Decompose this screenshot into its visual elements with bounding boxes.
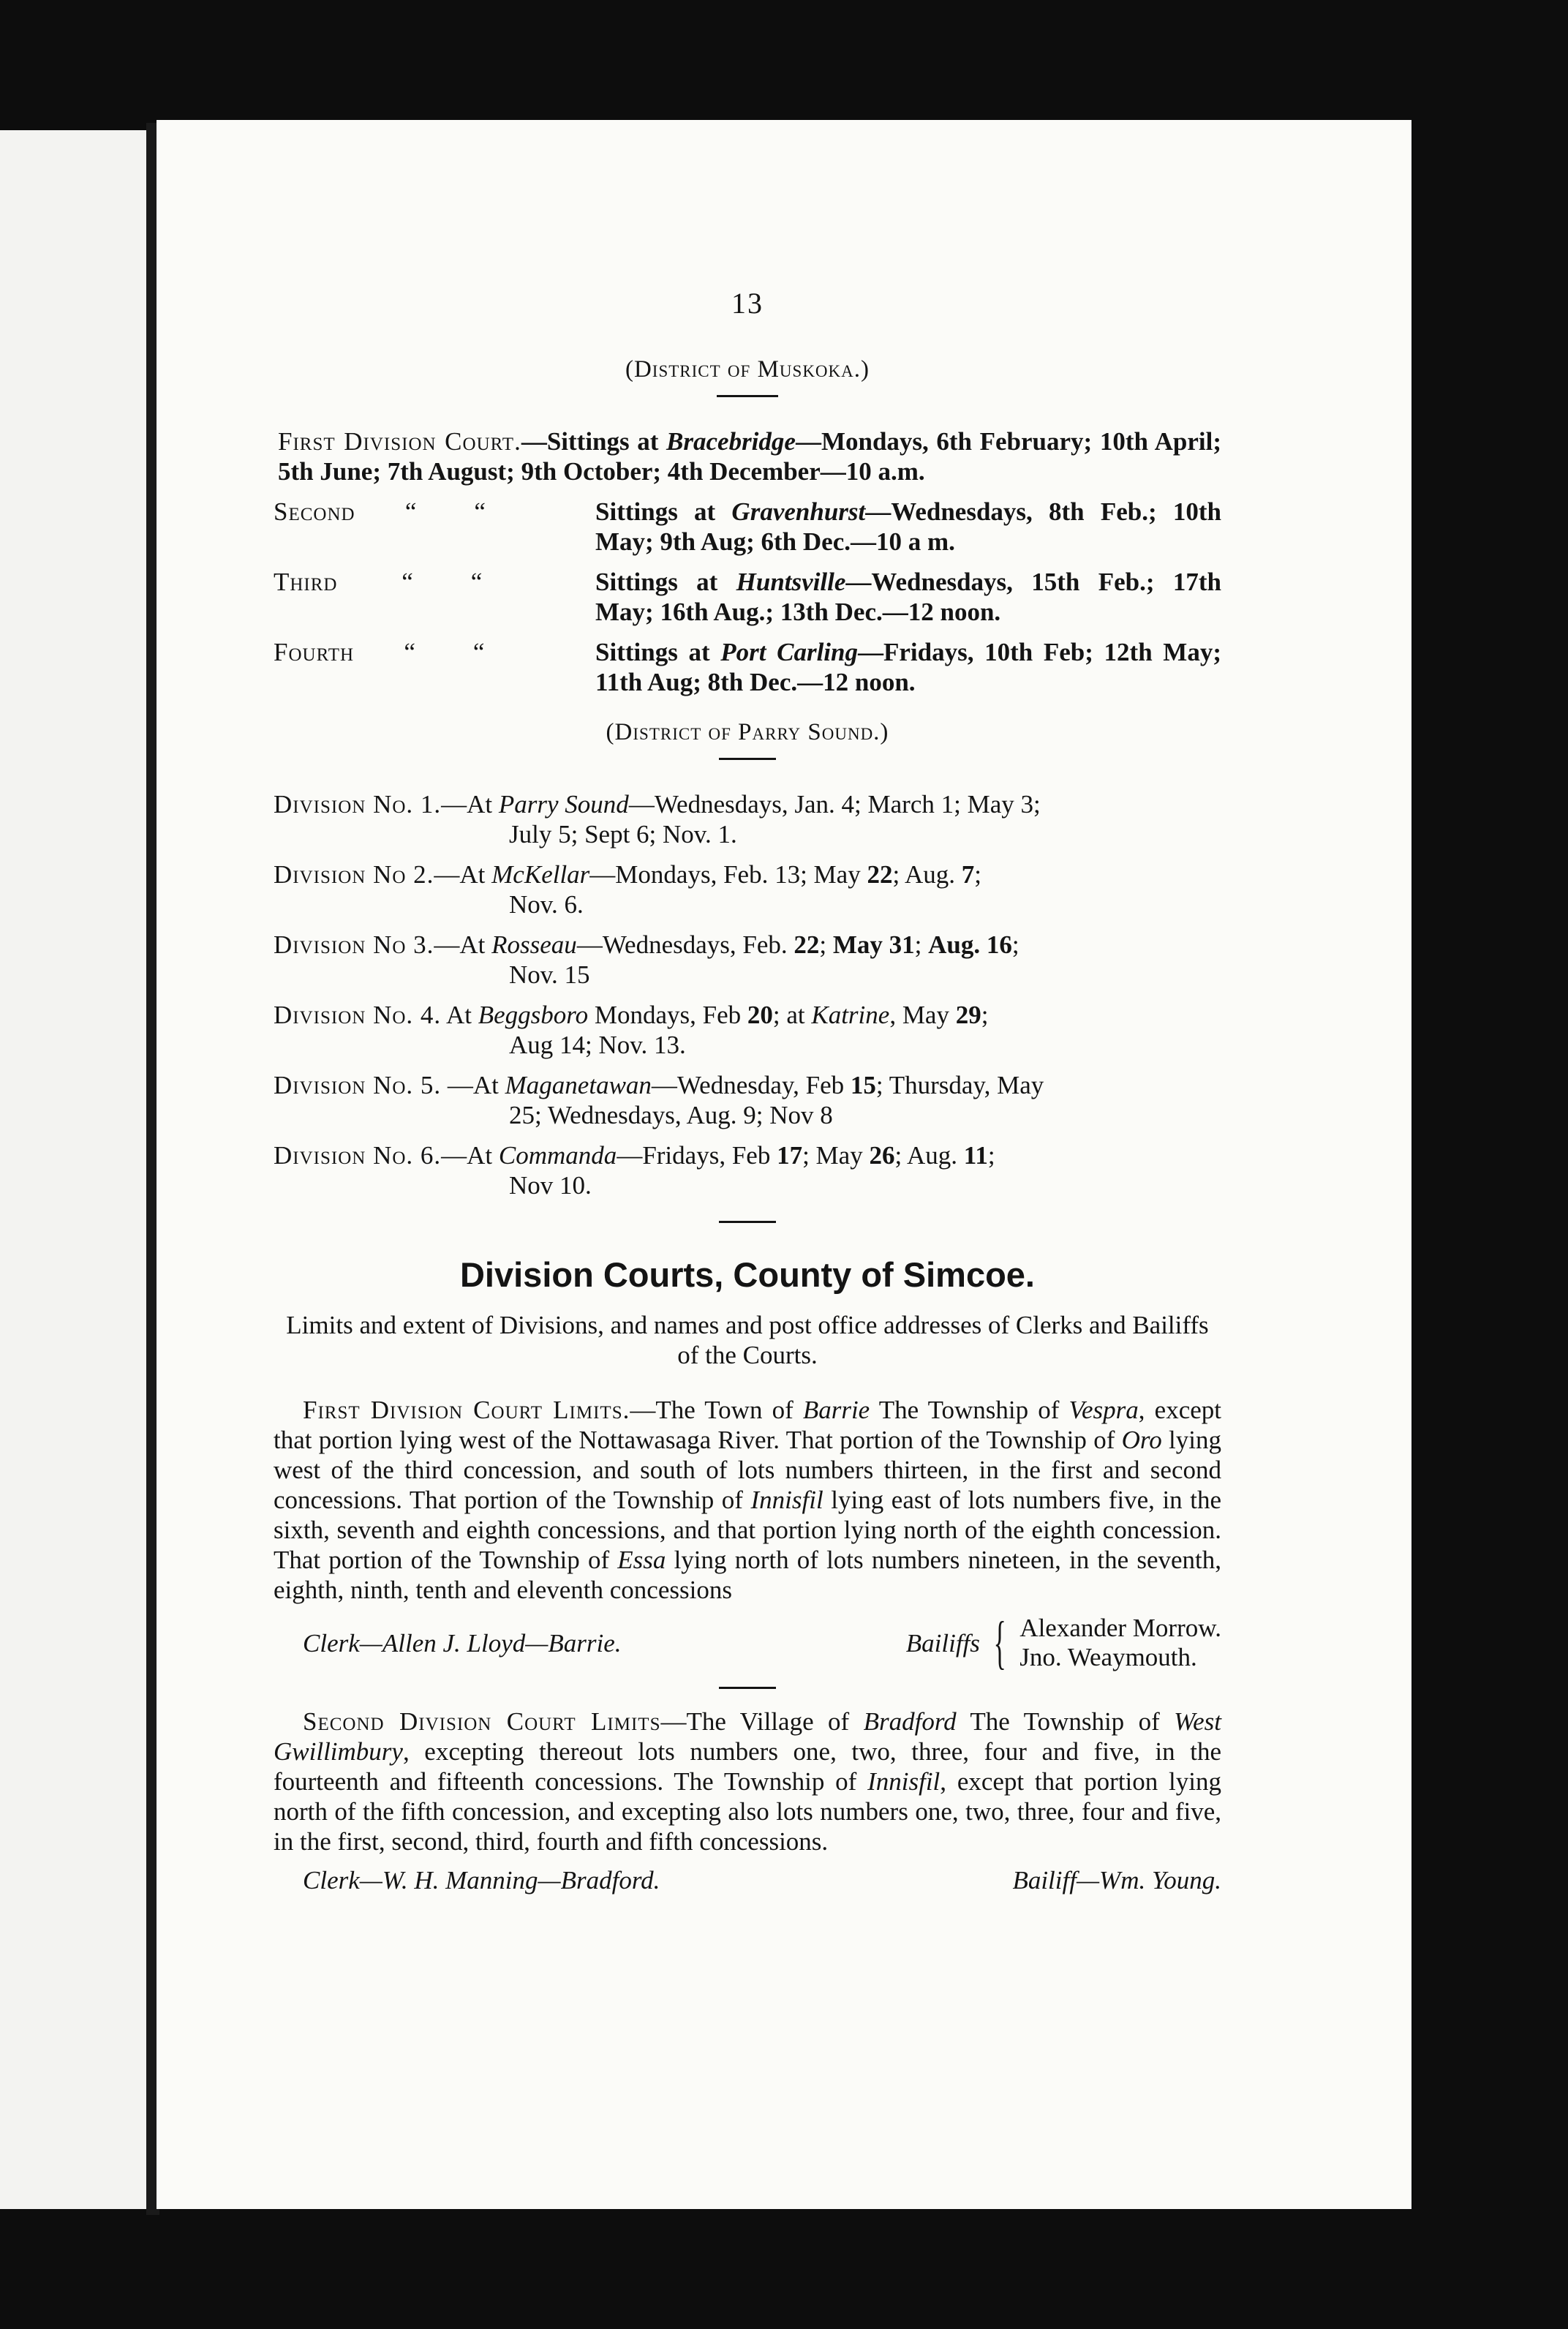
- division-label: Division No 3.: [274, 930, 434, 959]
- limits-label: First Division Court Limits.: [303, 1396, 630, 1424]
- divider: [717, 395, 778, 397]
- division-dates-cont: Nov 10.: [509, 1171, 592, 1200]
- first-division-clerk: Clerk—Allen J. Lloyd—Barrie.: [303, 1628, 622, 1658]
- court-label: Third “ “: [274, 568, 483, 596]
- muskoka-heading: (District of Muskoka.): [625, 356, 870, 383]
- division-label: Division No 2.: [274, 860, 434, 889]
- division-label: Division No. 6.: [274, 1141, 442, 1170]
- parry-division-5: Division No. 5. —At Maganetawan—Wednesday, Feb 15; Thursday, May 25; Wednesdays, Aug. 9; Nov 8: [274, 1071, 1044, 1129]
- parry-sound-division-list: [274, 789, 1221, 1200]
- divider: [719, 758, 776, 760]
- court-sittings: Sittings at Port Carling—Fridays, 10th Feb; 12th May; 11th Aug; 8th Dec.—12 noon.: [595, 638, 1221, 696]
- division-dates-cont: 25; Wednesdays, Aug. 9; Nov 8: [509, 1101, 833, 1129]
- page-content: [274, 288, 1221, 1910]
- first-division-officers: [274, 1611, 1221, 1675]
- division-label: Division No. 4.: [274, 1001, 442, 1029]
- divider: [719, 1687, 776, 1689]
- parry-division-1: Division No. 1.—At Parry Sound—Wednesdays, Jan. 4; March 1; May 3; July 5; Sept 6; Nov. 1.: [274, 790, 1041, 849]
- muskoka-court-list: [274, 426, 1221, 697]
- bailiff-name: Jno. Weaymouth.: [1019, 1643, 1197, 1671]
- first-division-bailiffs: [905, 1611, 1221, 1675]
- parry-division-3: Division No 3.—At Rosseau—Wednesdays, Feb. 22; May 31; Aug. 16; Nov. 15: [274, 930, 1019, 989]
- division-label: Division No. 1.: [274, 790, 442, 819]
- muskoka-court-3: [274, 567, 1221, 627]
- division-dates-cont: Nov. 6.: [509, 890, 584, 919]
- page-number: 13: [731, 287, 764, 320]
- parry-division-6: Division No. 6.—At Commanda—Fridays, Feb 17; May 26; Aug. 11; Nov 10.: [274, 1141, 995, 1200]
- divider: [719, 1221, 776, 1223]
- brace-glyph: {: [993, 1611, 1006, 1675]
- court-label: Second “ “: [274, 497, 486, 526]
- second-division-officers: [274, 1865, 1221, 1895]
- muskoka-court-4: [274, 637, 1221, 697]
- first-division-limits: First Division Court Limits.—The Town of Barrie The Township of Vespra, except that portion lying west of the Nottawasaga River. That portion of the Township of Oro lying west of the third concession, and south of lots numbers thirteen, in the first and second concessions. That portion of the Township of Innisfil lying east of lots numbers five, in the sixth, seventh and eighth concessions, and that portion lying north of the eighth concession. That portion of the Township of Essa lying north of lots numbers nineteen, in the seventh, eighth, ninth, tenth and eleventh concessions: [274, 1396, 1222, 1604]
- book-page: [157, 120, 1411, 2209]
- parry-division-2: Division No 2.—At McKellar—Mondays, Feb. 13; May 22; Aug. 7; Nov. 6.: [274, 860, 982, 919]
- simcoe-title: Division Courts, County of Simcoe.: [459, 1255, 1035, 1294]
- second-division-bailiff: Bailiff—Wm. Young.: [1012, 1866, 1221, 1895]
- limits-label: Second Division Court Limits: [303, 1707, 661, 1736]
- court-sittings: Sittings at Huntsville—Wednesdays, 15th Feb.; 17th May; 16th Aug.; 13th Dec.—12 noon.: [595, 568, 1221, 626]
- left-page-edge: [0, 130, 150, 2209]
- simcoe-subtitle: Limits and extent of Divisions, and names and post office addresses of Clerks and Bailiffs of the Courts.: [286, 1311, 1209, 1369]
- court-sittings: Sittings at Gravenhurst—Wednesdays, 8th Feb.; 10th May; 9th Aug; 6th Dec.—10 a m.: [595, 497, 1221, 556]
- second-division-clerk: Clerk—W. H. Manning—Bradford.: [303, 1866, 660, 1895]
- division-dates-cont: July 5; Sept 6; Nov. 1.: [509, 820, 737, 849]
- muskoka-court-2: [274, 497, 1221, 557]
- muskoka-court-1: First Division Court.—Sittings at Bracebridge—Mondays, 6th February; 10th April; 5th June; 7th August; 9th October; 4th December—10 a.m.: [278, 427, 1221, 486]
- bailiffs-label: Bailiffs: [905, 1628, 980, 1658]
- bailiff-name: Alexander Morrow.: [1019, 1614, 1221, 1642]
- court-label: First Division Court.: [278, 427, 521, 456]
- division-dates-cont: Nov. 15: [509, 960, 590, 989]
- court-label: Fourth “ “: [274, 638, 486, 666]
- division-label: Division No. 5.: [274, 1071, 442, 1099]
- parry-sound-heading: (District of Parry Sound.): [606, 719, 889, 745]
- division-dates-cont: Aug 14; Nov. 13.: [509, 1031, 686, 1059]
- second-division-limits: Second Division Court Limits—The Village of Bradford The Township of West Gwillimbury, excepting thereout lots numbers one, two, three, four and five, in the fourteenth and fifteenth concessions. The Township of Innisfil, except that portion lying north of the fifth concession, and excepting also lots numbers one, two, three, four and five, in the first, second, third, fourth and fifth concessions.: [274, 1707, 1221, 1856]
- parry-division-4: Division No. 4. At Beggsboro Mondays, Feb 20; at Katrine, May 29; Aug 14; Nov. 13.: [274, 1001, 989, 1059]
